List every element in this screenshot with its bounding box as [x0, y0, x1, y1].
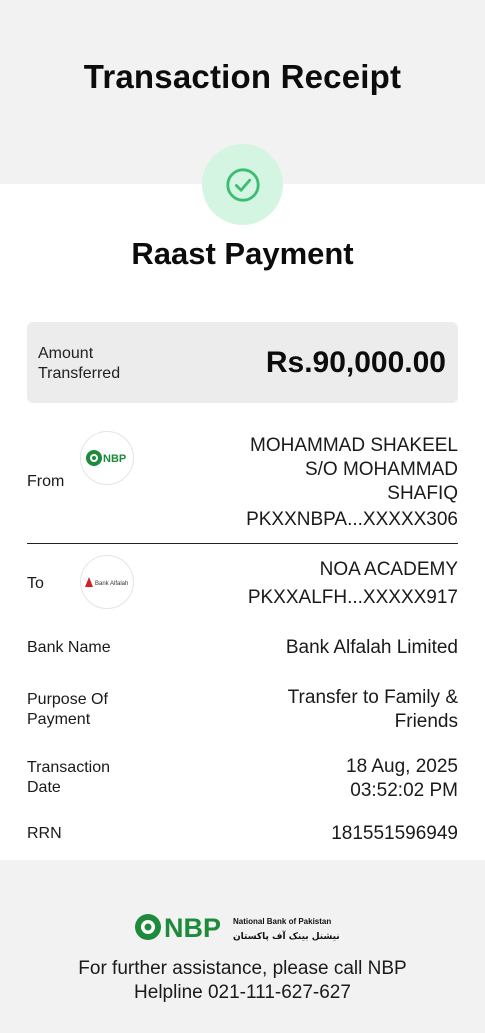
- to-name: NOA ACADEMY: [319, 559, 458, 580]
- alfalah-logo-icon: [84, 575, 130, 589]
- divider: [27, 543, 458, 544]
- purpose-label: [27, 690, 108, 730]
- nbp-logo-icon: [84, 445, 130, 471]
- to-account-holder: [248, 558, 458, 610]
- nbp-footer-logo-icon: [134, 909, 354, 945]
- purpose-label-line2: Payment: [27, 711, 91, 728]
- date-label: [27, 758, 110, 798]
- helpline-line2: Helpline 021-111-627-627: [134, 982, 351, 1003]
- footer-logo-text: NBP: [164, 913, 222, 943]
- from-label: From: [27, 473, 65, 490]
- from-name-line2: S/O MOHAMMAD: [304, 459, 458, 480]
- amount-box: [27, 322, 458, 403]
- purpose-value-line2: Friends: [394, 711, 458, 732]
- from-account-number: PKXXNBPA...XXXXX306: [246, 509, 458, 530]
- to-label: To: [27, 575, 44, 592]
- footer-bank-name-ur: نیشنل بینک آف پاکستان: [233, 932, 340, 942]
- from-account-holder: [246, 434, 458, 532]
- from-name-line3: SHAFIQ: [387, 483, 458, 504]
- check-circle-icon: [224, 166, 262, 204]
- alfalah-logo: [80, 555, 134, 609]
- from-name-line1: MOHAMMAD SHAKEEL: [250, 435, 458, 456]
- purpose-value: [288, 686, 458, 734]
- svg-text:Bank Alfalah: Bank Alfalah: [95, 581, 129, 587]
- footer-bank-name-en: National Bank of Pakistan: [233, 917, 332, 926]
- success-badge: [202, 144, 283, 225]
- helpline-line1: For further assistance, please call NBP: [78, 958, 407, 979]
- helpline-text: [0, 957, 485, 1005]
- payment-type-title: Raast Payment: [131, 236, 354, 271]
- rrn-label: RRN: [27, 825, 62, 842]
- svg-text:NBP: NBP: [103, 453, 127, 465]
- bank-name-value: Bank Alfalah Limited: [285, 637, 458, 658]
- date-value-line2: 03:52:02 PM: [350, 780, 458, 801]
- page-title: Transaction Receipt: [83, 58, 402, 95]
- purpose-label-line1: Purpose Of: [27, 691, 108, 708]
- date-label-line1: Transaction: [27, 759, 110, 776]
- rrn-value: 181551596949: [331, 823, 458, 844]
- purpose-value-line1: Transfer to Family &: [287, 687, 458, 708]
- to-account-number: PKXXALFH...XXXXX917: [247, 587, 458, 608]
- date-value-line1: 18 Aug, 2025: [346, 756, 458, 777]
- amount-label: Amount Transferred: [38, 345, 121, 382]
- bank-name-label: Bank Name: [27, 639, 111, 656]
- footer-nbp-logo: [134, 909, 354, 945]
- nbp-logo: [80, 431, 134, 485]
- date-value: [346, 755, 458, 803]
- amount-value: Rs.90,000.00: [265, 346, 446, 379]
- date-label-line2: Date: [27, 779, 61, 796]
